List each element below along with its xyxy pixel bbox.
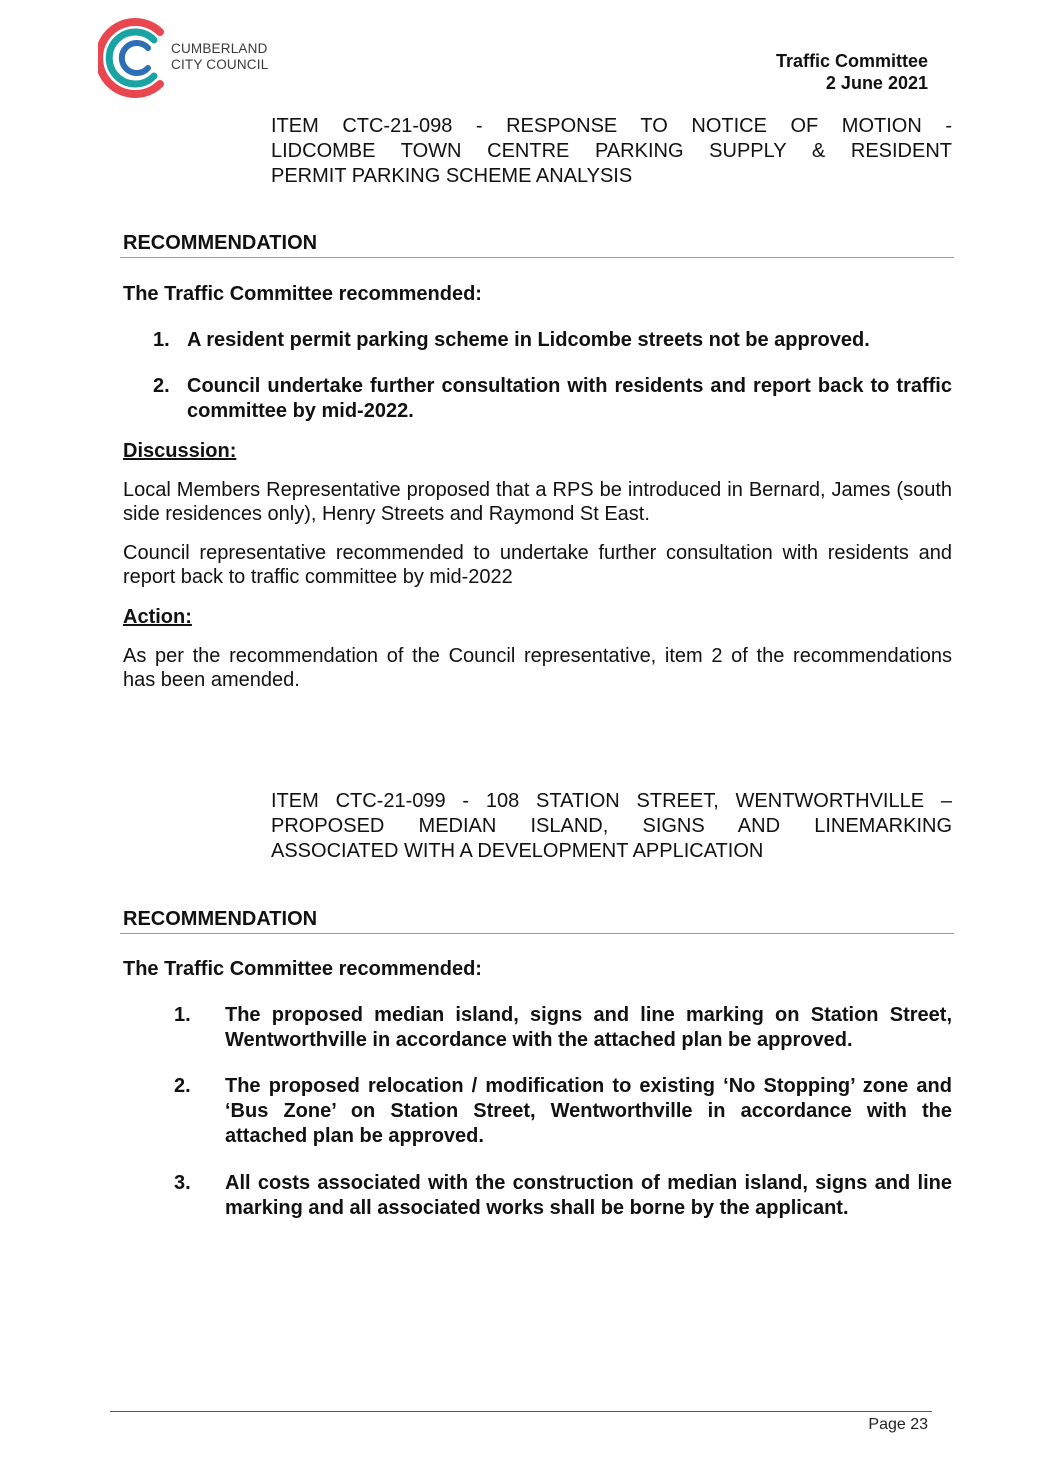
item1-divider: [120, 257, 954, 258]
item1-recommendation-heading: RECOMMENDATION: [123, 232, 318, 254]
council-logo-icon: [98, 18, 168, 98]
discussion-heading: Discussion:: [123, 440, 237, 462]
action-paragraph: As per the recommendation of the Council representative, item 2 of the recommendations has been amended.: [123, 645, 952, 691]
list-number: 1.: [153, 329, 170, 351]
item2-title-line1: ITEM CTC-21-099 - 108 STATION STREET, WENTWORTHVILLE –: [271, 790, 952, 812]
logo-wordmark: [171, 41, 268, 73]
item1-recommendation-1: [153, 328, 952, 353]
list-text: All costs associated with the construction of median island, signs and line marking and all associated works shall be borne by the applicant.: [225, 1172, 952, 1219]
committee-name: Traffic Committee: [775, 51, 928, 71]
item1-recommendation-2: [153, 374, 952, 424]
list-number: 2.: [174, 1075, 191, 1097]
meeting-date: 2 June 2021: [825, 73, 928, 93]
item1-title: [271, 114, 952, 189]
item2-recommendation-3: [174, 1171, 952, 1221]
item2-recommendation-1: [174, 1003, 952, 1053]
list-number: 3.: [174, 1172, 191, 1194]
item2-recommendation-2: [174, 1074, 952, 1149]
document-header: [776, 50, 928, 94]
list-text: The proposed relocation / modification to existing ‘No Stopping’ zone and ‘Bus Zone’ on Station Street, Wentworthville in accordance with the attached plan be approved.: [225, 1075, 952, 1147]
list-text: A resident permit parking scheme in Lidcombe streets not be approved.: [187, 329, 870, 351]
page-number: Page 23: [868, 1416, 928, 1433]
item1-title-line2: LIDCOMBE TOWN CENTRE PARKING SUPPLY & RESIDENT: [271, 140, 952, 162]
item1-title-line3: PERMIT PARKING SCHEME ANALYSIS: [271, 165, 633, 187]
discussion-paragraph-1: Local Members Representative proposed that a RPS be introduced in Bernard, James (south side residences only), Henry Streets and Raymond St East.: [123, 479, 952, 525]
item2-title-line2: PROPOSED MEDIAN ISLAND, SIGNS AND LINEMARKING: [271, 815, 952, 837]
item2-intro: The Traffic Committee recommended:: [123, 958, 482, 980]
item1-title-line1: ITEM CTC-21-098 - RESPONSE TO NOTICE OF MOTION -: [271, 115, 952, 137]
item2-recommendation-heading: RECOMMENDATION: [123, 908, 318, 930]
item2-divider: [120, 933, 954, 934]
item2-title-line3: ASSOCIATED WITH A DEVELOPMENT APPLICATION: [271, 840, 764, 862]
action-heading: Action:: [123, 606, 192, 628]
list-text: Council undertake further consultation with residents and report back to traffic committee by mid-2022.: [187, 375, 952, 422]
logo-line1: CUMBERLAND: [171, 41, 268, 56]
list-number: 1.: [174, 1004, 191, 1026]
discussion-paragraph-2: Council representative recommended to undertake further consultation with residents and report back to traffic committee by mid-2022: [123, 542, 952, 588]
item1-intro: The Traffic Committee recommended:: [123, 283, 482, 305]
list-text: The proposed median island, signs and line marking on Station Street, Wentworthville in accordance with the attached plan be approved.: [225, 1004, 952, 1051]
council-logo: [98, 18, 288, 98]
list-number: 2.: [153, 375, 170, 397]
item2-title: [271, 789, 952, 864]
footer-divider: [110, 1411, 932, 1412]
logo-line2: CITY COUNCIL: [171, 57, 269, 72]
